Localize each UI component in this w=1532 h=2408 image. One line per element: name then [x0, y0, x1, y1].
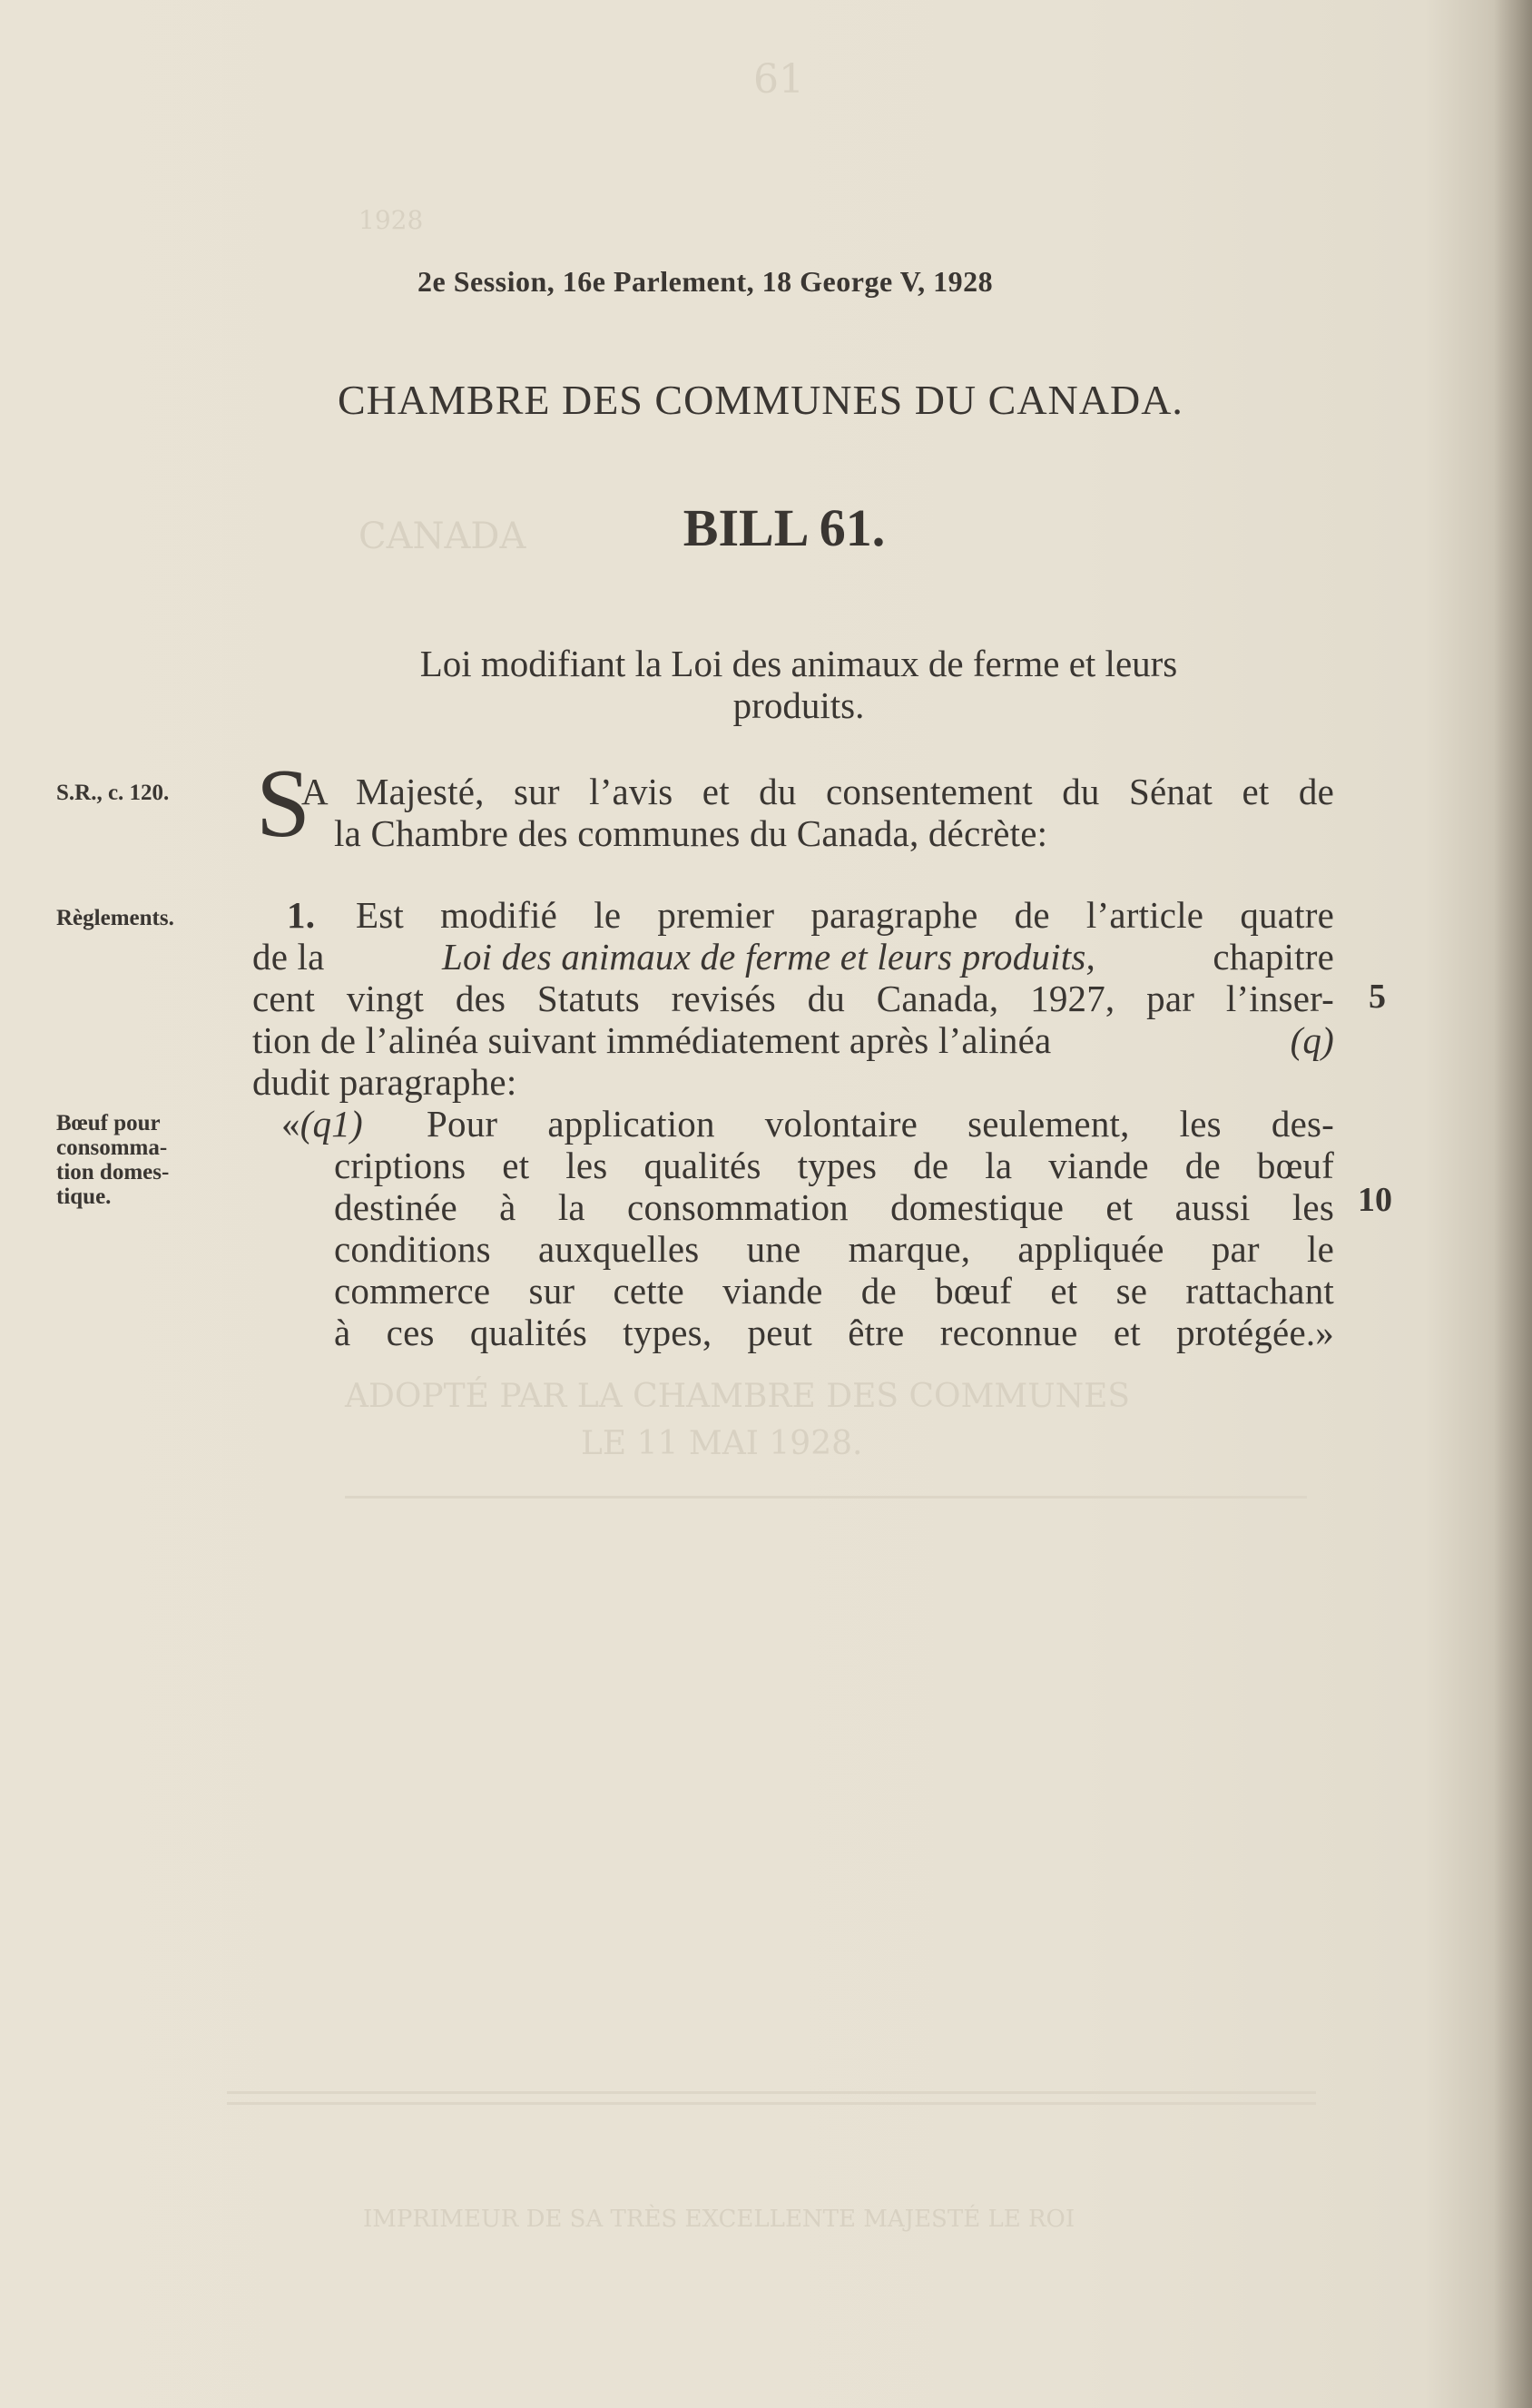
q1-line-5	[334, 1269, 1334, 1312]
q1-line-2	[334, 1144, 1334, 1187]
q1-line-3	[334, 1185, 1334, 1229]
q1-line-2-text: criptions et les qualités types de la viande de bœuf	[334, 1145, 1334, 1186]
q1-open-quote: «	[281, 1103, 300, 1145]
q1-line-1-text: Pour application volontaire seulement, les des-	[427, 1103, 1334, 1145]
show-through-rule-1	[345, 1496, 1307, 1499]
show-through-imprint: IMPRIMEUR DE SA TRÈS EXCELLENTE MAJESTÉ LE ROI	[363, 2206, 1075, 2233]
q1-line-6	[334, 1311, 1334, 1354]
chamber-heading: CHAMBRE DES COMMUNES DU CANADA.	[338, 377, 1183, 423]
show-through-rule-3	[227, 2102, 1316, 2105]
margin-note-boeuf-line-4: tique.	[56, 1184, 112, 1209]
section-1-line-2-pre: de la	[252, 936, 325, 978]
q1-line-1	[281, 1102, 1334, 1145]
q1-label	[281, 1102, 363, 1145]
show-through-rule-2	[227, 2091, 1316, 2094]
show-through-date: LE 11 MAI 1928.	[581, 1425, 863, 1462]
preamble-line-2: la Chambre des communes du Canada, décrète:	[334, 812, 1048, 854]
section-1-line-4-pre: tion de l’alinéa suivant immédiatement après l’alinéa	[252, 1019, 1052, 1061]
section-number: 1.	[287, 894, 316, 936]
margin-note-boeuf-line-3: tion domes-	[56, 1160, 170, 1184]
bill-title-line-2: produits.	[732, 684, 865, 726]
section-1-line-1-text: Est modifié le premier paragraphe de l’article quatre	[356, 894, 1334, 936]
section-1-line-3	[252, 977, 1334, 1020]
section-1-line-4	[252, 1018, 1334, 1062]
act-title-italic: Loi des animaux de ferme et leurs produits,	[441, 936, 1095, 978]
line-number-10: 10	[1358, 1181, 1392, 1219]
show-through-top: 61	[753, 56, 804, 103]
binding-edge	[1494, 0, 1532, 2408]
alinea-q-italic: (q)	[1290, 1019, 1334, 1061]
q1-line-5-text: commerce sur cette viande de bœuf et se rattachant	[334, 1270, 1334, 1312]
preamble-line-1-text: A Majesté, sur l’avis et du consentement du Sénat et de	[301, 771, 1334, 812]
line-number-5: 5	[1369, 978, 1386, 1016]
dropcap-letter: S	[256, 750, 311, 858]
bill-title-line-1: Loi modifiant la Loi des animaux de ferme et leurs	[419, 643, 1178, 684]
margin-note-sr: S.R., c. 120.	[56, 781, 170, 805]
q1-label-italic: (q1)	[300, 1103, 363, 1145]
margin-note-boeuf-line-2: consomma-	[56, 1135, 168, 1160]
q1-line-6-text: à ces qualités types, peut être reconnue et protégée.»	[334, 1312, 1334, 1353]
show-through-session: 1928	[358, 205, 424, 235]
section-1-line-5: dudit paragraphe:	[252, 1061, 517, 1103]
bill-title	[327, 643, 1271, 726]
q1-line-4	[334, 1227, 1334, 1271]
section-1-line-2-post: chapitre	[1213, 936, 1334, 978]
margin-note-boeuf	[56, 1111, 169, 1209]
margin-note-boeuf-line-1: Bœuf pour	[56, 1111, 161, 1135]
section-1-line-3-text: cent vingt des Statuts revisés du Canada, 1927, par l’inser-	[252, 978, 1334, 1019]
margin-note-reglements: Règlements.	[56, 906, 174, 930]
show-through-adopte: ADOPTÉ PAR LA CHAMBRE DES COMMUNES	[345, 1378, 1131, 1415]
preamble-line-1	[301, 770, 1334, 813]
bill-number: BILL 61.	[683, 498, 886, 557]
section-1-line-2	[252, 935, 1334, 978]
session-line: 2e Session, 16e Parlement, 18 George V, 1928	[417, 265, 994, 298]
show-through-chamber: CANADA	[358, 516, 526, 557]
q1-line-4-text: conditions auxquelles une marque, appliquée par le	[334, 1228, 1334, 1270]
q1-line-3-text: destinée à la consommation domestique et aussi les	[334, 1186, 1334, 1228]
